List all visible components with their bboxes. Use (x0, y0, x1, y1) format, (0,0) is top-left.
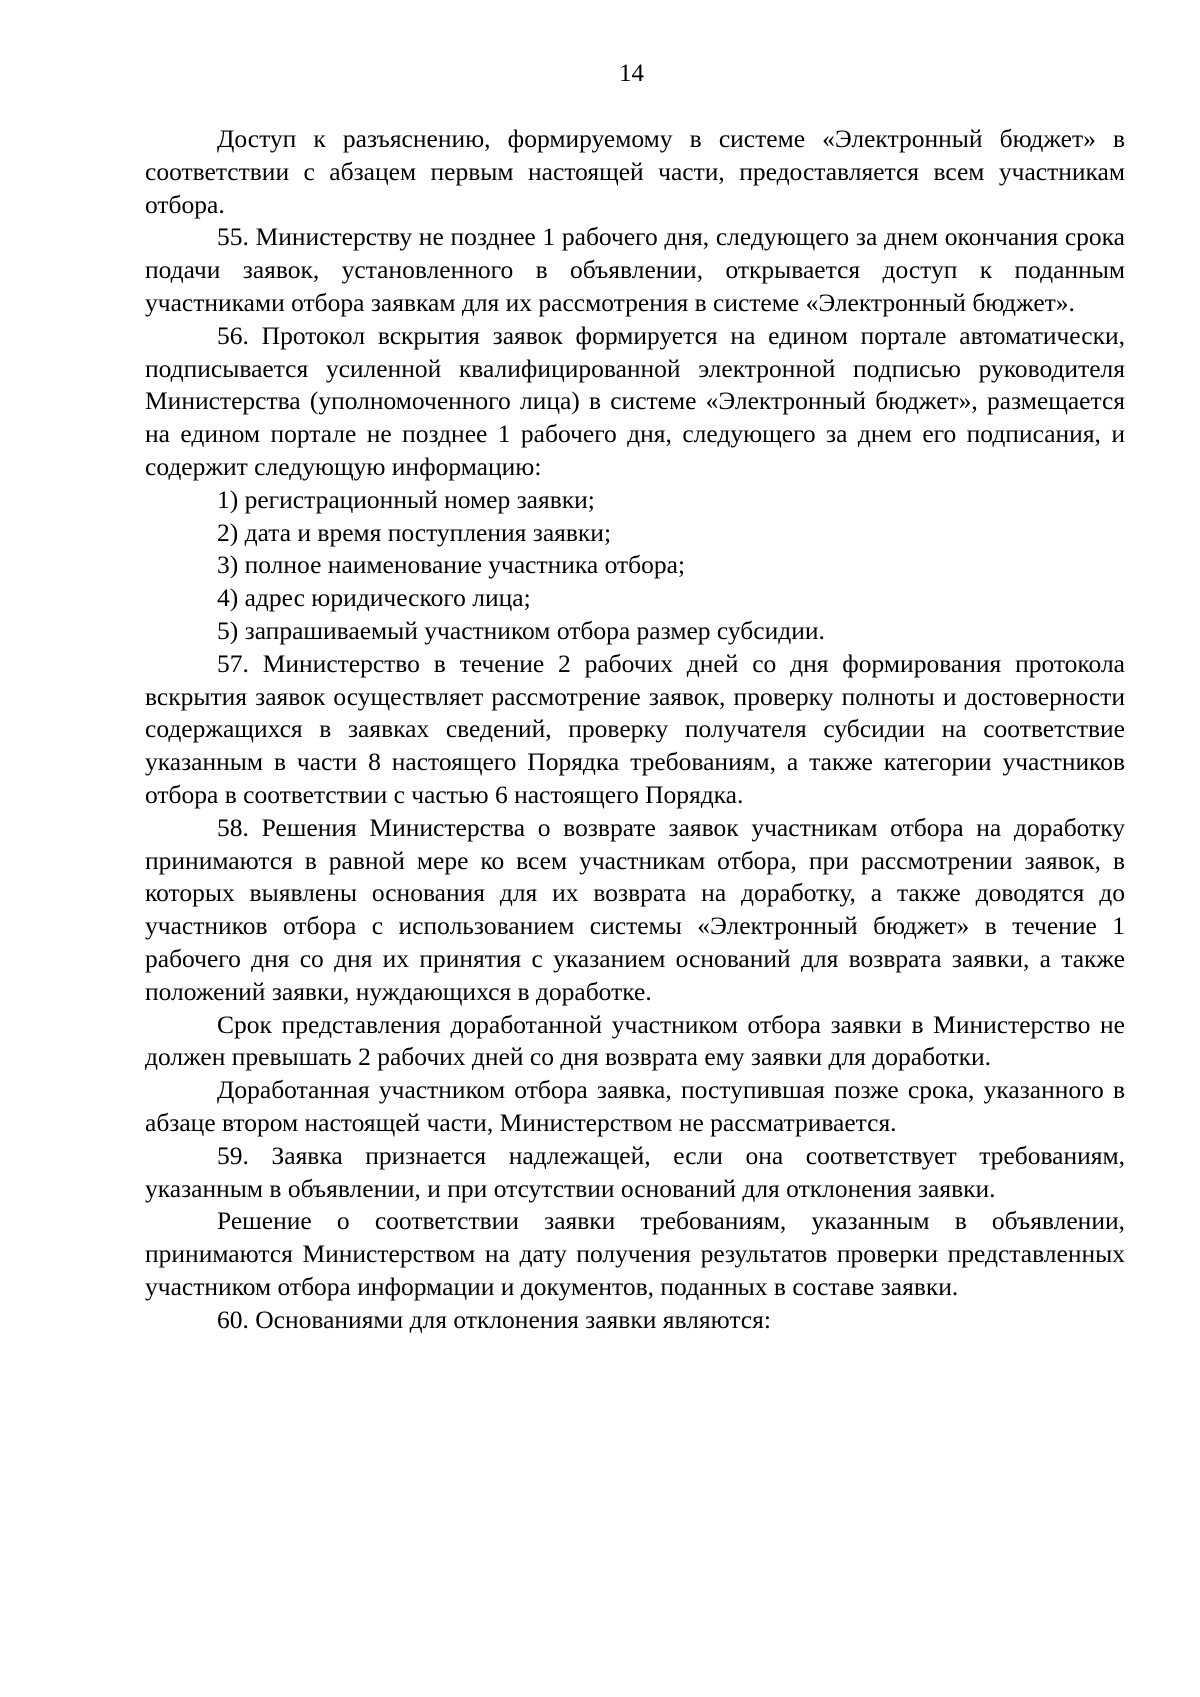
paragraph-55: 55. Министерству не позднее 1 рабочего дня, следующего за днем окончания срока подачи заявок, установленного в объявлении, открывается доступ к поданным участниками отбора заявкам для их рассмотрения в системе «Электронный бюджет». (145, 222, 1125, 317)
paragraph-56: 56. Протокол вскрытия заявок формируется на едином портале автоматически, подписывается усиленной квалифицированной электронной подписью руководителя Министерства (уполномоченного лица) в системе «Электронный бюджет», размещается на едином портале не позднее 1 рабочего дня, следующего за днем его подписания, и содержит следующую информацию: (145, 320, 1125, 481)
list-item-date-time: 2) дата и время поступления заявки; (217, 517, 612, 547)
paragraph-58: 58. Решения Министерства о возврате заявок участникам отбора на доработку принимаются в равной мере ко всем участникам отбора, при рассмотрении заявок, в которых выявлены основания для их возврата на доработку, а также доводятся до участников отбора с использованием системы «Электронный бюджет» в течение 1 рабочего дня со дня их принятия с указанием оснований для возврата заявки, а также положений заявки, нуждающихся в доработке. (145, 812, 1125, 1006)
paragraph-59: 59. Заявка признается надлежащей, если она соответствует требованиям, указанным в объявлении, и при отсутствии оснований для отклонения заявки. (145, 1140, 1125, 1203)
paragraph-60: 60. Основаниями для отклонения заявки являются: (217, 1304, 771, 1334)
paragraph-57: 57. Министерство в течение 2 рабочих дней со дня формирования протокола вскрытия заявок осуществляет рассмотрение заявок, проверку полноты и достоверности содержащихся в заявках сведений, проверку получателя субсидии на соответствие указанным в части 8 настоящего Порядка требованиям, а также категории участников отбора в соответствии с частью 6 настоящего Порядка. (145, 648, 1125, 809)
document-body (145, 123, 1125, 1336)
page-number: 14 (619, 60, 644, 87)
list-item-legal-address: 4) адрес юридического лица; (217, 583, 531, 613)
list-item-subsidy-amount: 5) запрашиваемый участником отбора размер субсидии. (217, 615, 825, 645)
paragraph-late-revision: Доработанная участником отбора заявка, поступившая позже срока, указанного в абзаце втором настоящей части, Министерством не рассматривается. (145, 1075, 1125, 1137)
paragraph-compliance-decision: Решение о соответствии заявки требованиям, указанным в объявлении, принимаются Министерством на дату получения результатов проверки представленных участником отбора информации и документов, поданных в составе заявки. (145, 1206, 1125, 1301)
paragraph-clarification-access: Доступ к разъяснению, формируемому в системе «Электронный бюджет» в соответствии с абзацем первым настоящей части, предоставляется всем участникам отбора. (145, 124, 1125, 219)
list-item-registration-number: 1) регистрационный номер заявки; (217, 484, 595, 514)
list-item-participant-name: 3) полное наименование участника отбора; (217, 550, 686, 580)
paragraph-revision-deadline: Срок представления доработанной участником отбора заявки в Министерство не должен превышать 2 рабочих дней со дня возврата ему заявки для доработки. (145, 1009, 1125, 1072)
